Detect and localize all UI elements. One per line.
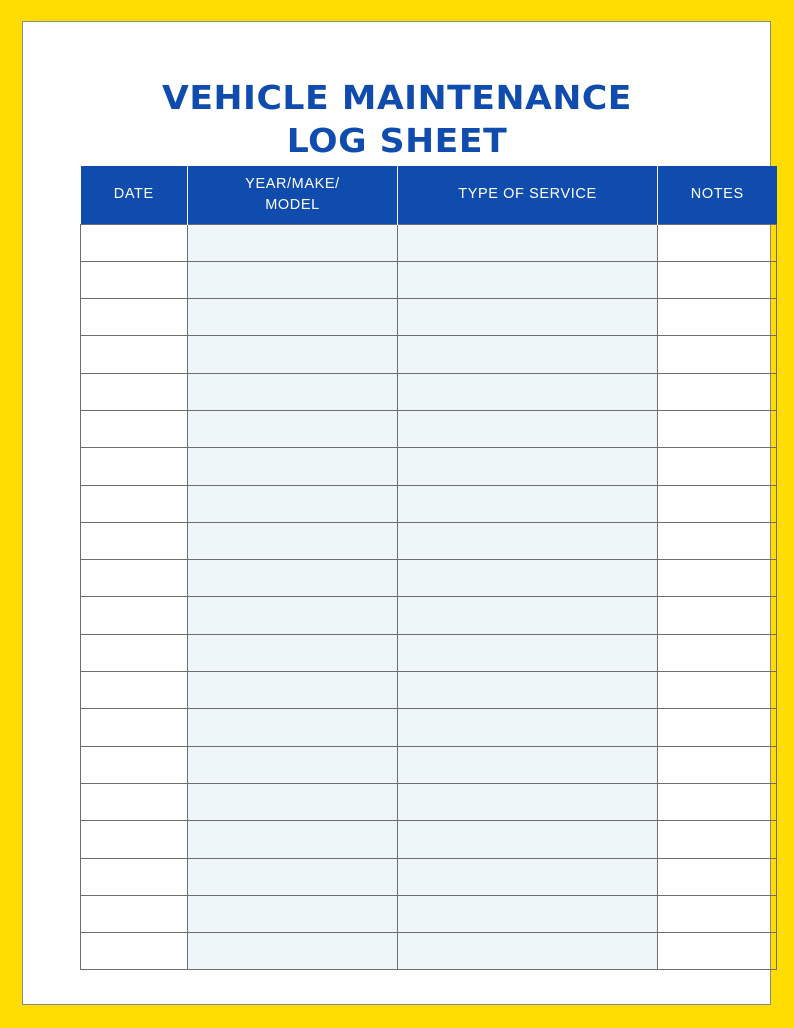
notes-cell[interactable]	[658, 709, 777, 746]
date-cell[interactable]	[81, 560, 188, 597]
notes-cell[interactable]	[658, 597, 777, 634]
notes-cell[interactable]	[658, 299, 777, 336]
table-row	[81, 336, 777, 373]
year-make-model-cell[interactable]	[188, 634, 398, 671]
table-row	[81, 709, 777, 746]
table-row	[81, 410, 777, 447]
date-cell[interactable]	[81, 224, 188, 261]
table-body	[81, 224, 777, 970]
table-row	[81, 373, 777, 410]
notes-cell[interactable]	[658, 261, 777, 298]
type-of-service-cell[interactable]	[398, 783, 658, 820]
year-make-model-cell[interactable]	[188, 522, 398, 559]
table-row	[81, 672, 777, 709]
year-make-model-cell[interactable]	[188, 261, 398, 298]
table-header-row	[81, 166, 777, 224]
type-of-service-cell[interactable]	[398, 746, 658, 783]
table-row	[81, 299, 777, 336]
type-of-service-cell[interactable]	[398, 821, 658, 858]
table-row	[81, 448, 777, 485]
notes-cell[interactable]	[658, 933, 777, 970]
notes-cell[interactable]	[658, 858, 777, 895]
type-of-service-cell[interactable]	[398, 560, 658, 597]
column-header-notes-label: NOTES	[690, 186, 744, 203]
column-header-type-of-service-label: TYPE OF SERVICE	[458, 186, 597, 203]
date-cell[interactable]	[81, 597, 188, 634]
date-cell[interactable]	[81, 634, 188, 671]
type-of-service-cell[interactable]	[398, 634, 658, 671]
column-header-ymm-line-2: MODEL	[265, 196, 320, 213]
year-make-model-cell[interactable]	[188, 410, 398, 447]
type-of-service-cell[interactable]	[398, 224, 658, 261]
year-make-model-cell[interactable]	[188, 597, 398, 634]
table-row	[81, 224, 777, 261]
date-cell[interactable]	[81, 373, 188, 410]
type-of-service-cell[interactable]	[398, 336, 658, 373]
notes-cell[interactable]	[658, 560, 777, 597]
notes-cell[interactable]	[658, 336, 777, 373]
notes-cell[interactable]	[658, 634, 777, 671]
notes-cell[interactable]	[658, 522, 777, 559]
date-cell[interactable]	[81, 410, 188, 447]
table-row	[81, 783, 777, 820]
table-row	[81, 261, 777, 298]
date-cell[interactable]	[81, 821, 188, 858]
year-make-model-cell[interactable]	[188, 858, 398, 895]
type-of-service-cell[interactable]	[398, 709, 658, 746]
title-line-2: LOG SHEET	[286, 121, 508, 160]
notes-cell[interactable]	[658, 746, 777, 783]
maintenance-log-table	[80, 166, 777, 970]
type-of-service-cell[interactable]	[398, 410, 658, 447]
type-of-service-cell[interactable]	[398, 858, 658, 895]
year-make-model-cell[interactable]	[188, 373, 398, 410]
table-row	[81, 895, 777, 932]
table-row	[81, 933, 777, 970]
date-cell[interactable]	[81, 522, 188, 559]
year-make-model-cell[interactable]	[188, 895, 398, 932]
date-cell[interactable]	[81, 261, 188, 298]
column-header-ymm-line-1: YEAR/MAKE/	[245, 175, 340, 192]
type-of-service-cell[interactable]	[398, 597, 658, 634]
year-make-model-cell[interactable]	[188, 672, 398, 709]
notes-cell[interactable]	[658, 672, 777, 709]
year-make-model-cell[interactable]	[188, 746, 398, 783]
type-of-service-cell[interactable]	[398, 448, 658, 485]
year-make-model-cell[interactable]	[188, 821, 398, 858]
date-cell[interactable]	[81, 672, 188, 709]
date-cell[interactable]	[81, 783, 188, 820]
notes-cell[interactable]	[658, 410, 777, 447]
year-make-model-cell[interactable]	[188, 709, 398, 746]
notes-cell[interactable]	[658, 895, 777, 932]
table-row	[81, 634, 777, 671]
date-cell[interactable]	[81, 299, 188, 336]
table-row	[81, 597, 777, 634]
title-line-1: VEHICLE MAINTENANCE	[161, 78, 633, 117]
date-cell[interactable]	[81, 485, 188, 522]
year-make-model-cell[interactable]	[188, 560, 398, 597]
type-of-service-cell[interactable]	[398, 261, 658, 298]
notes-cell[interactable]	[658, 485, 777, 522]
type-of-service-cell[interactable]	[398, 485, 658, 522]
date-cell[interactable]	[81, 746, 188, 783]
column-header-date	[81, 166, 188, 224]
column-header-type-of-service	[398, 166, 658, 224]
table-row	[81, 821, 777, 858]
table-row	[81, 485, 777, 522]
table-row	[81, 858, 777, 895]
table-row	[81, 746, 777, 783]
year-make-model-cell[interactable]	[188, 933, 398, 970]
notes-cell[interactable]	[658, 783, 777, 820]
year-make-model-cell[interactable]	[188, 299, 398, 336]
date-cell[interactable]	[81, 709, 188, 746]
date-cell[interactable]	[81, 858, 188, 895]
type-of-service-cell[interactable]	[398, 522, 658, 559]
notes-cell[interactable]	[658, 373, 777, 410]
date-cell[interactable]	[81, 336, 188, 373]
column-header-year-make-model	[188, 166, 398, 224]
table-row	[81, 560, 777, 597]
date-cell[interactable]	[81, 448, 188, 485]
column-header-date-label: DATE	[113, 186, 154, 203]
year-make-model-cell[interactable]	[188, 336, 398, 373]
date-cell[interactable]	[81, 933, 188, 970]
year-make-model-cell[interactable]	[188, 224, 398, 261]
notes-cell[interactable]	[658, 448, 777, 485]
column-header-notes	[658, 166, 777, 224]
type-of-service-cell[interactable]	[398, 373, 658, 410]
type-of-service-cell[interactable]	[398, 299, 658, 336]
notes-cell[interactable]	[658, 224, 777, 261]
year-make-model-cell[interactable]	[188, 485, 398, 522]
type-of-service-cell[interactable]	[398, 933, 658, 970]
year-make-model-cell[interactable]	[188, 783, 398, 820]
page-title	[0, 76, 794, 162]
type-of-service-cell[interactable]	[398, 895, 658, 932]
table-row	[81, 522, 777, 559]
type-of-service-cell[interactable]	[398, 672, 658, 709]
date-cell[interactable]	[81, 895, 188, 932]
notes-cell[interactable]	[658, 821, 777, 858]
year-make-model-cell[interactable]	[188, 448, 398, 485]
